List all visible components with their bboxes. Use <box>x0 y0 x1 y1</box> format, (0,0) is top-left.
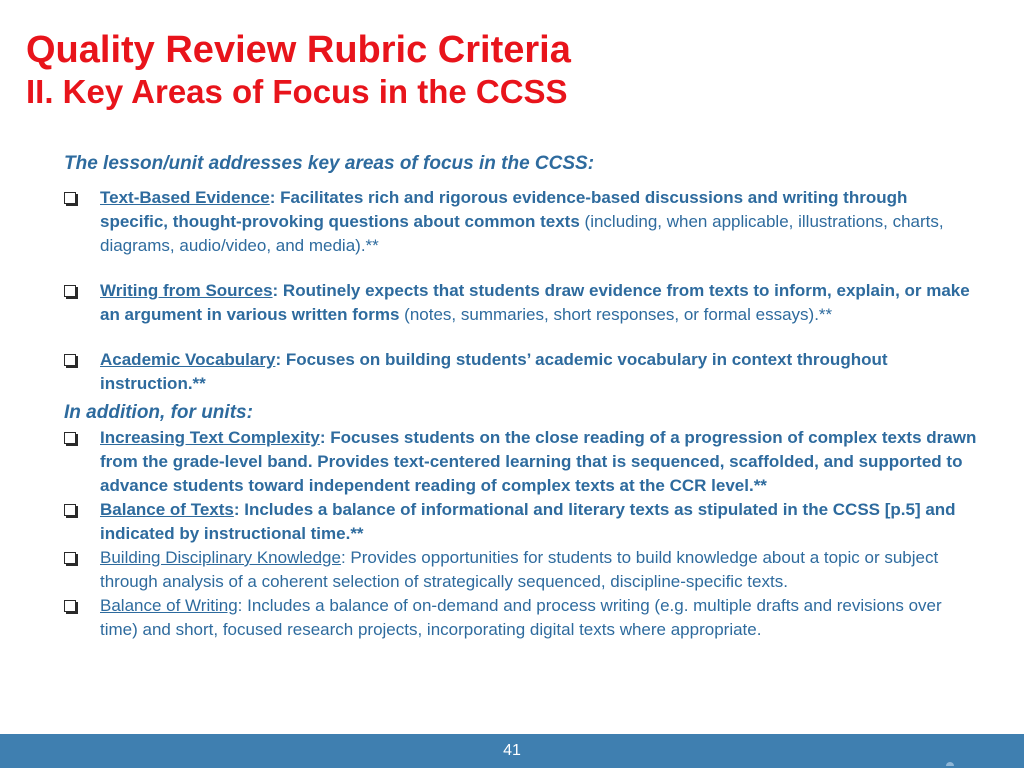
checkbox-bullet-icon <box>64 552 76 564</box>
criteria-description: : Includes a balance of on-demand and process writing (e.g. multiple drafts and revisions over time) and short, focused research projects, incorporating digital texts where appropriate. <box>100 596 942 639</box>
criteria-description: : Provides opportunities for students to build knowledge about a topic or subject through analysis of a coherent selection of strategically sequenced, discipline-specific texts. <box>100 548 939 591</box>
criteria-item-increasing-text-complexity <box>64 426 979 498</box>
corner-decoration <box>946 762 954 766</box>
checkbox-bullet-icon <box>64 432 76 444</box>
footer-bar <box>0 734 1024 768</box>
criteria-term: Academic Vocabulary <box>100 350 276 369</box>
checkbox-bullet-icon <box>64 600 76 612</box>
checkbox-bullet-icon <box>64 192 76 204</box>
checkbox-bullet-icon <box>64 354 76 366</box>
criteria-term: Text-Based Evidence <box>100 188 270 207</box>
intro-text: The lesson/unit addresses key areas of focus in the CCSS: <box>64 153 595 174</box>
criteria-item-text-based-evidence <box>64 186 979 258</box>
criteria-description: (including, when applicable, illustrations, charts, diagrams, audio/video, and media).** <box>100 212 944 255</box>
criteria-description-bold: : Facilitates rich and rigorous evidence-based discussions and writing through specific, thought-provoking questions about common texts <box>100 188 908 231</box>
criteria-description: (notes, summaries, short responses, or formal essays).** <box>399 305 833 324</box>
criteria-item-building-disciplinary-knowledge <box>64 546 979 594</box>
criteria-description-bold: : Routinely expects that students draw evidence from texts to inform, explain, or make an argument in various written forms <box>100 281 970 324</box>
criteria-description-bold: : Focuses students on the close reading of a progression of complex texts drawn from the grade-level band. Provides text-centered learning that is sequenced, scaffolded, and supported to advance students toward independent reading of complex texts at the CCR level.** <box>100 428 977 495</box>
criteria-term: Balance of Texts <box>100 500 234 519</box>
criteria-item-writing-from-sources <box>64 279 979 327</box>
slide-body <box>64 152 979 642</box>
criteria-item-balance-of-writing <box>64 594 979 642</box>
criteria-description-bold: : Focuses on building students’ academic vocabulary in context throughout instruction.** <box>100 350 888 393</box>
criteria-description-bold: : Includes a balance of informational and literary texts as stipulated in the CCSS [p.5] and indicated by instructional time.** <box>100 500 956 543</box>
criteria-term: Writing from Sources <box>100 281 273 300</box>
criteria-item-balance-of-texts <box>64 498 979 546</box>
slide-title: Quality Review Rubric Criteria <box>26 29 571 71</box>
criteria-item-academic-vocabulary <box>64 348 979 396</box>
criteria-term: Balance of Writing <box>100 596 238 615</box>
checkbox-bullet-icon <box>64 504 76 516</box>
title-block <box>26 28 571 112</box>
checkbox-bullet-icon <box>64 285 76 297</box>
slide-subtitle: II. Key Areas of Focus in the CCSS <box>26 73 568 110</box>
units-heading: In addition, for units: <box>64 402 253 423</box>
criteria-term: Increasing Text Complexity <box>100 428 320 447</box>
page-number: 41 <box>503 742 521 759</box>
criteria-term: Building Disciplinary Knowledge <box>100 548 341 567</box>
